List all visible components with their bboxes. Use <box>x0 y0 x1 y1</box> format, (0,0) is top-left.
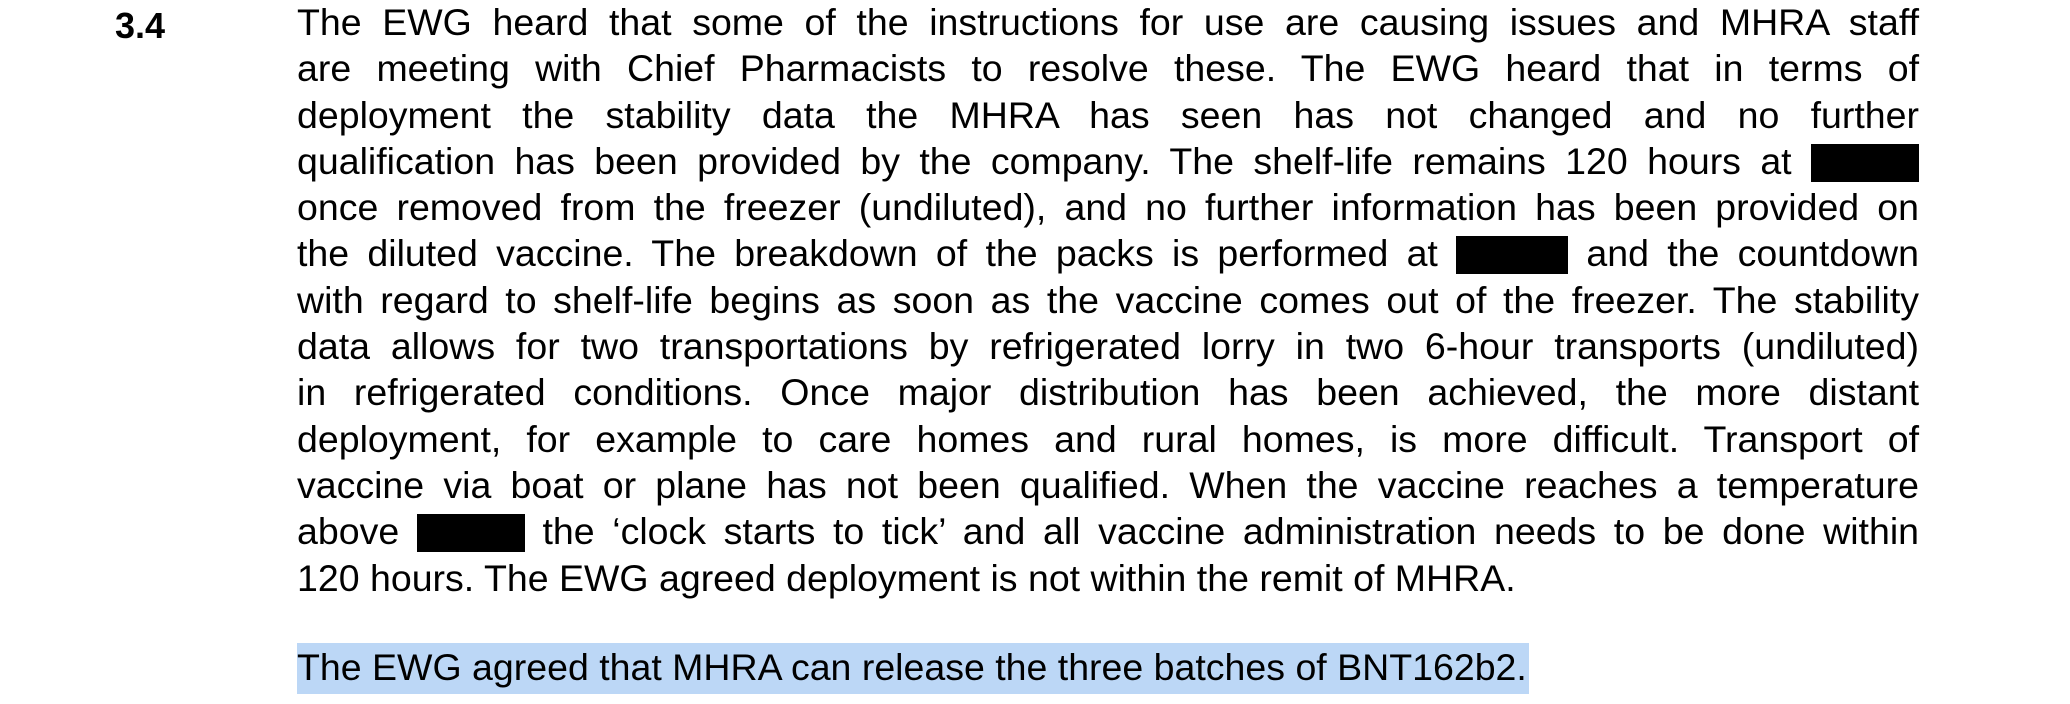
paragraph-line: once removed from the freezer (undiluted), and no further information has been provided on <box>297 186 1919 229</box>
paragraph-line <box>297 230 1919 276</box>
line-text: the diluted vaccine. The breakdown of the packs is performed at <box>297 232 1438 275</box>
line-text: and the countdown <box>1586 232 1919 275</box>
line-text: the ‘clock starts to tick’ and all vaccine administration needs to be done within <box>542 510 1920 553</box>
redaction-box <box>417 514 525 552</box>
paragraph-line: with regard to shelf-life begins as soon as the vaccine comes out of the freezer. The stability <box>297 278 1919 321</box>
paragraph-line: deployment, for example to care homes and rural homes, is more difficult. Transport of <box>297 417 1919 460</box>
conclusion-paragraph <box>297 644 1919 690</box>
paragraph-line: in refrigerated conditions. Once major distribution has been achieved, the more distant <box>297 371 1919 414</box>
paragraph-line: 120 hours. The EWG agreed deployment is not within the remit of MHRA. <box>297 556 1516 599</box>
paragraph-line <box>297 138 1919 184</box>
paragraph-line: vaccine via boat or plane has not been qualified. When the vaccine reaches a temperature <box>297 463 1919 506</box>
paragraph-line: The EWG heard that some of the instructions for use are causing issues and MHRA staff <box>297 1 1919 43</box>
redaction-box <box>1456 236 1568 274</box>
section-paragraph <box>297 0 1919 601</box>
line-text: above <box>297 510 400 553</box>
line-text: qualification has been provided by the company. The shelf-life remains 120 hours at <box>297 139 1792 182</box>
paragraph-line: data allows for two transportations by refrigerated lorry in two 6-hour transports (undiluted) <box>297 325 1919 368</box>
paragraph-line <box>297 508 1919 554</box>
section-number: 3.4 <box>115 5 166 46</box>
paragraph-line: are meeting with Chief Pharmacists to resolve these. The EWG heard that in terms of <box>297 47 1919 90</box>
redaction-box <box>1811 144 1919 182</box>
paragraph-line: deployment the stability data the MHRA has seen has not changed and no further <box>297 93 1919 136</box>
selected-conclusion-text[interactable]: The EWG agreed that MHRA can release the three batches of BNT162b2. <box>297 643 1529 694</box>
